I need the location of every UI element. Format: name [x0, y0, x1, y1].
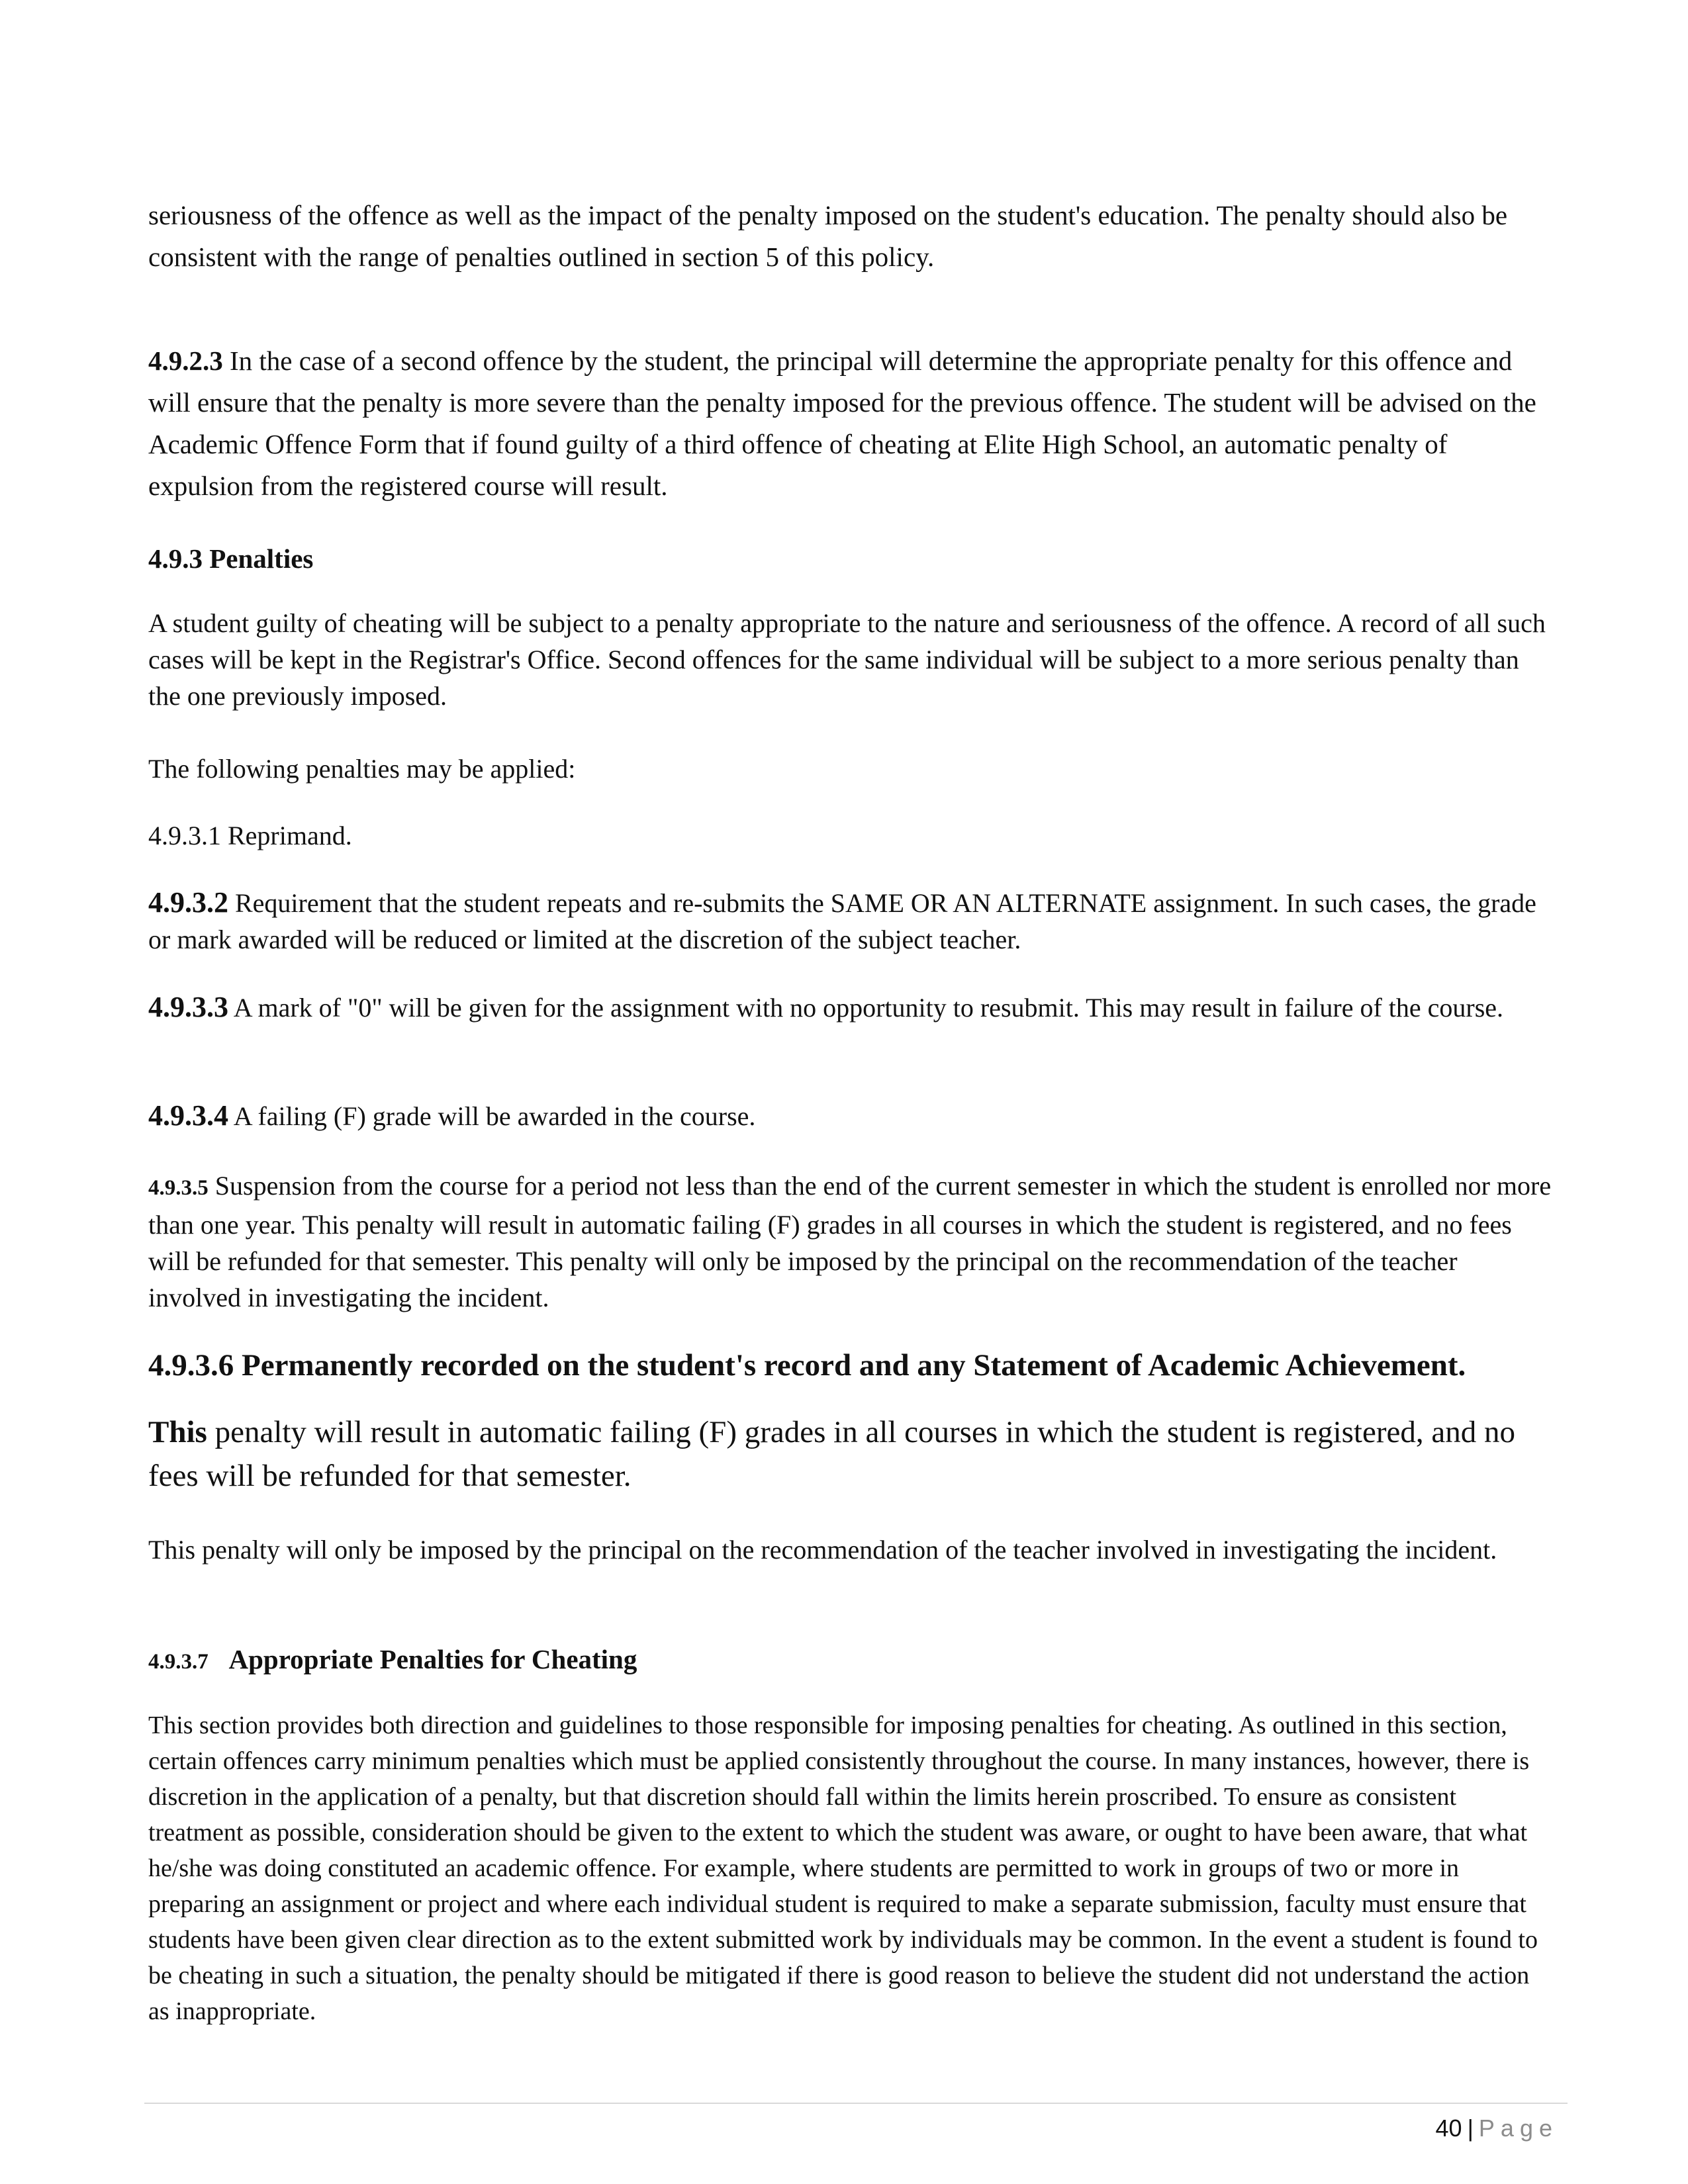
section-4-9-3-6-paragraph	[148, 1410, 1552, 1498]
section-4-9-3-3	[148, 989, 1552, 1026]
footer-divider	[144, 2103, 1568, 2104]
section-4-9-3-6-note: This penalty will only be imposed by the principal on the recommendation of the teacher involved in investigating the incident.	[148, 1535, 1497, 1565]
section-heading-4-9-3-7	[148, 1641, 1552, 1680]
section-number: 4.9.3.5	[148, 1176, 209, 1200]
page-number: 40	[1435, 2115, 1462, 2142]
section-text: A mark of "0" will be given for the assignment with no opportunity to resubmit. This may result in failure of the course.	[233, 993, 1504, 1023]
section-4-9-2-3	[148, 340, 1552, 507]
section-number: 4.9.2.3	[148, 345, 223, 376]
section-number: 4.9.3.4	[148, 1099, 228, 1132]
penalties-lead-in: The following penalties may be applied:	[148, 754, 576, 784]
section-4-9-3-5	[148, 1167, 1552, 1316]
section-title: Appropriate Penalties for Cheating	[228, 1644, 637, 1674]
lead-word: This	[148, 1415, 207, 1449]
section-number: 4.9.3.7	[148, 1650, 209, 1674]
section-4-9-3-2	[148, 884, 1552, 958]
section-number: 4.9.3.2	[148, 886, 228, 919]
section-text: penalty will result in automatic failing (F) grades in all courses in which the student is registered, and no fees will be refunded for that semester.	[148, 1415, 1515, 1493]
section-text: In the case of a second offence by the student, the principal will determine the appropriate penalty for this offence and will ensure that the penalty is more severe than the penalty imposed for the previous offence. The student will be advised on the Academic Offence Form that if found guilty of a third offence of cheating at Elite High School, an automatic penalty of expulsion from the registered course will result.	[148, 345, 1536, 501]
section-4-9-3-7-paragraph: This section provides both direction and guidelines to those responsible for imposing penalties for cheating. As outlined in this section, certain offences carry minimum penalties which must be applied consistently throughout the course. In many instances, however, there is discretion in the application of a penalty, but that discretion should fall within the limits herein proscribed. To ensure as consistent treatment as possible, consideration should be given to the extent to which the student was aware, or ought to have been aware, that what he/she was doing constituted an academic offence. For example, where students are permitted to work in groups of two or more in preparing an assignment or project and where each individual student is required to make a separate submission, faculty must ensure that students have been given clear direction as to the extent submitted work by individuals may be common. In the event a student is found to be cheating in such a situation, the penalty should be mitigated if there is good reason to believe the student did not understand the action as inappropriate.	[148, 1711, 1538, 2025]
penalties-paragraph: A student guilty of cheating will be subject to a penalty appropriate to the nature and seriousness of the offence. A record of all such cases will be kept in the Registrar's Office. Second offences for the same individual will be subject to a more serious penalty than the one previously imposed.	[148, 608, 1546, 711]
section-heading-4-9-3-6: 4.9.3.6 Permanently recorded on the student's record and any Statement of Academic Achievement.	[148, 1348, 1466, 1383]
section-heading-penalties: 4.9.3 Penalties	[148, 543, 314, 574]
page-label: Page	[1478, 2115, 1558, 2142]
section-number: 4.9.3.3	[148, 991, 228, 1023]
page-footer	[1436, 2113, 1558, 2144]
section-text: Suspension from the course for a period not less than the end of the current semester in which the student is enrolled nor more than one year. This penalty will result in automatic failing (F) grades in all courses in which the student is registered, and no fees will be refunded for that semester. This penalty will only be imposed by the principal on the recommendation of the teacher involved in investigating the incident.	[148, 1171, 1552, 1312]
section-text: Requirement that the student repeats and re-submits the SAME OR AN ALTERNATE assignment. In such cases, the grade or mark awarded will be reduced or limited at the discretion of the subject teacher.	[148, 888, 1536, 954]
section-text: A failing (F) grade will be awarded in the course.	[233, 1101, 756, 1131]
intro-paragraph: seriousness of the offence as well as the impact of the penalty imposed on the student's education. The penalty should also be consistent with the range of penalties outlined in section 5 of this policy.	[148, 200, 1508, 272]
section-4-9-3-4	[148, 1097, 1552, 1134]
section-4-9-3-1: 4.9.3.1 Reprimand.	[148, 821, 352, 850]
footer-separator: |	[1467, 2115, 1474, 2142]
